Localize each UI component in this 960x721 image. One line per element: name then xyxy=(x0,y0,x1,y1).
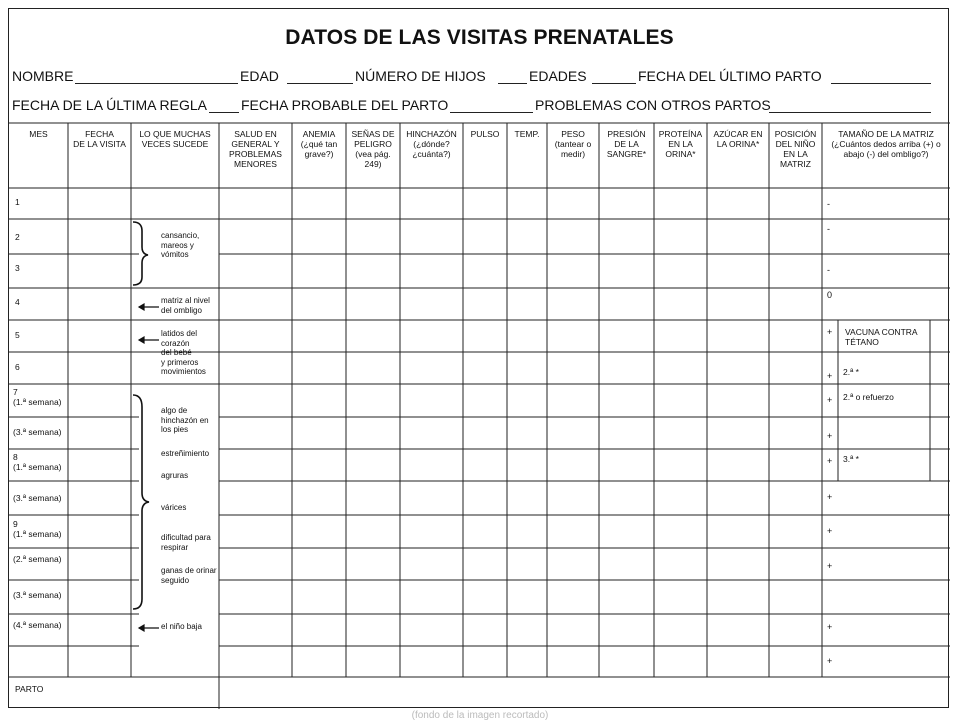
field-label-last-birth: FECHA DEL ÚLTIMO PARTO xyxy=(638,68,822,84)
column-header-swelling: HINCHAZÓN (¿dónde? ¿cuánta?) xyxy=(406,129,457,159)
field-label-age: EDAD xyxy=(240,68,279,84)
month-label: 6 xyxy=(15,362,20,372)
note-heartburn: agruras xyxy=(161,471,189,480)
column-header-weight: PESO (tantear o medir) xyxy=(554,129,592,159)
uterus-sign: - xyxy=(827,224,830,234)
column-header-temp: TEMP. xyxy=(514,129,540,139)
note-varicose: várices xyxy=(161,503,187,512)
prenatal-visits-form xyxy=(8,8,949,708)
column-header-uterus-size: TAMAÑO DE LA MATRIZ (¿Cuántos dedos arriba (+) o abajo (-) del ombligo?) xyxy=(831,129,941,159)
uterus-sign: - xyxy=(827,199,830,209)
column-header-anemia: ANEMIA (¿qué tan grave?) xyxy=(300,129,338,159)
uterus-sign: + xyxy=(827,327,833,337)
column-header-general-health: SALUD EN GENERAL Y PROBLEMAS MENORES xyxy=(229,129,282,169)
note-urination: ganas de orinar seguido xyxy=(161,566,217,585)
month-label: 7 (1.ª semana) xyxy=(13,387,62,407)
uterus-sign: + xyxy=(827,492,833,502)
month-label: (4.ª semana) xyxy=(13,620,62,630)
vaccine-dose: 2.ª o refuerzo xyxy=(843,392,894,402)
uterus-sign: + xyxy=(827,561,833,571)
month-label: 4 xyxy=(15,297,20,307)
field-label-ages: EDADES xyxy=(529,68,587,84)
note-constipation: estreñimiento xyxy=(161,449,210,458)
note-baby-drops: el niño baja xyxy=(161,622,202,631)
column-header-urine-protein: PROTEÍNA EN LA ORINA* xyxy=(658,129,703,159)
column-header-danger-signs: SEÑAS DE PELIGRO (vea pág. 249) xyxy=(351,129,395,169)
month-label: 8 (1.ª semana) xyxy=(13,452,62,472)
month-label-birth: PARTO xyxy=(15,684,44,694)
note-swelling: algo de hinchazón en los pies xyxy=(161,406,209,434)
column-header-what-happens: LO QUE MUCHAS VECES SUCEDE xyxy=(139,129,211,149)
note-breathing: dificultad para respirar xyxy=(161,533,211,552)
uterus-sign: + xyxy=(827,371,833,381)
note-tiredness: cansancio, mareos y vómitos xyxy=(161,231,200,259)
page-caption: (fondo de la imagen recortado) xyxy=(411,710,549,721)
field-label-birth-problems: PROBLEMAS CON OTROS PARTOS xyxy=(535,97,771,113)
field-label-name: NOMBRE xyxy=(12,68,74,84)
uterus-sign: + xyxy=(827,622,833,632)
column-header-blood-pressure: PRESIÓN DE LA SANGRE* xyxy=(606,129,647,159)
column-header-visit-date: FECHA DE LA VISITA xyxy=(73,129,126,149)
note-heartbeat: latidos del corazón del bebé y primeros movimientos xyxy=(161,329,206,376)
field-label-last-period: FECHA DE LA ÚLTIMA REGLA xyxy=(12,97,208,113)
month-label: 1 xyxy=(15,197,20,207)
field-label-children: NÚMERO DE HIJOS xyxy=(355,68,486,84)
form-title: DATOS DE LAS VISITAS PRENATALES xyxy=(285,26,674,49)
uterus-sign: + xyxy=(827,456,833,466)
uterus-sign: + xyxy=(827,431,833,441)
uterus-sign: + xyxy=(827,395,833,405)
vaccine-header: VACUNA CONTRA TÉTANO xyxy=(845,327,918,347)
column-header-urine-sugar: AZÚCAR EN LA ORINA* xyxy=(713,129,763,149)
uterus-sign: 0 xyxy=(827,290,833,300)
note-uterus-navel: matriz al nivel del ombligo xyxy=(161,296,210,315)
month-label: 5 xyxy=(15,330,20,340)
month-label: (3.ª semana) xyxy=(13,427,62,437)
column-header-baby-position: POSICIÓN DEL NIÑO EN LA MATRIZ xyxy=(774,129,817,169)
column-header-pulse: PULSO xyxy=(470,129,500,139)
visits-table-grid xyxy=(9,9,950,709)
vaccine-dose: 3.ª * xyxy=(843,454,859,464)
month-label: (3.ª semana) xyxy=(13,590,62,600)
month-label: (3.ª semana) xyxy=(13,493,62,503)
month-label: 2 xyxy=(15,232,20,242)
uterus-sign: - xyxy=(827,265,830,275)
month-label: 3 xyxy=(15,263,20,273)
column-header-month: MES xyxy=(29,129,48,139)
month-label: (2.ª semana) xyxy=(13,554,62,564)
uterus-sign: + xyxy=(827,656,833,666)
field-label-due-date: FECHA PROBABLE DEL PARTO xyxy=(241,97,449,113)
uterus-sign: + xyxy=(827,526,833,536)
month-label: 9 (1.ª semana) xyxy=(13,519,62,539)
vaccine-dose: 2.ª * xyxy=(843,367,859,377)
